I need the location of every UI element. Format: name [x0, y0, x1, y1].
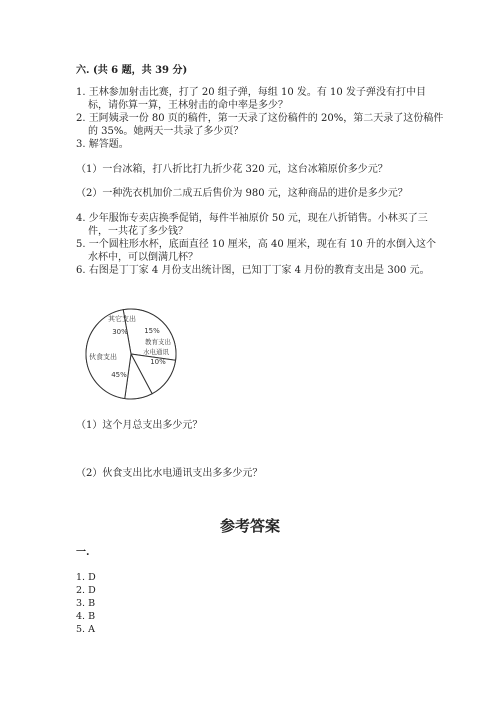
answer-item: 5. A	[76, 624, 95, 635]
answers-title: 参考答案	[219, 517, 280, 535]
question-3-part-1: （1）一台冰箱，打八折比打九折少花 320 元，这台冰箱原价多少元？	[76, 164, 388, 175]
pie-label-food: 伙食支出	[89, 353, 117, 361]
question-4-line-1: 4. 少年服饰专卖店换季促销，每件半袖原价 50 元，现在八折销售。小林买了三	[76, 213, 428, 224]
question-6: 6. 右图是丁丁家 4 月份支出统计图，已知丁丁家 4 月份的教育支出是 300 元。	[76, 265, 430, 276]
answer-item: 3. B	[76, 598, 96, 609]
question-6-part-1: （1）这个月总支出多少元？	[76, 420, 203, 431]
question-4-line-2: 件，一共花了多少钱？	[88, 226, 188, 237]
section-heading: 六. (共 6 题，共 39 分)	[76, 65, 188, 76]
pie-label-education: 教育支出	[145, 338, 171, 346]
question-1-line-1: 1. 王林参加射击比赛，打了 20 组子弹，每组 10 发。有 10 发子弹没有打中目	[76, 87, 426, 98]
pie-value-utilities: 10%	[150, 358, 166, 366]
answer-item: 1. D	[76, 572, 96, 583]
expense-pie-chart	[76, 304, 186, 404]
question-6-part-2: （2）伙食支出比水电通讯支出多多少元？	[76, 468, 263, 479]
answer-item: 4. B	[76, 611, 96, 622]
question-3: 3. 解答题。	[76, 139, 129, 150]
pie-label-utilities: 水电通讯	[143, 348, 169, 356]
question-5-line-1: 5. 一个圆柱形水杯，底面直径 10 厘米，高 40 厘米，现在有 10 升的水倒入这个	[76, 239, 436, 250]
question-5-line-2: 水杯中，可以倒满几杯？	[88, 252, 198, 263]
pie-value-food: 45%	[111, 371, 127, 379]
question-1-line-2: 标，请你算一算，王林射击的命中率是多少？	[88, 100, 288, 111]
question-2-line-2: 的 35%。她两天一共录了多少页？	[88, 126, 244, 137]
question-3-part-2: （2）一种洗衣机加价二成五后售价为 980 元，这种商品的进价是多少元？	[76, 188, 408, 199]
pie-label-other: 其它支出	[108, 315, 136, 323]
pie-value-other: 30%	[112, 328, 128, 336]
answers-section-heading: 一.	[76, 547, 90, 558]
answer-item: 2. D	[76, 585, 96, 596]
pie-value-education: 15%	[144, 327, 160, 335]
question-2-line-1: 2. 王阿姨录一份 80 页的稿件，第一天录了这份稿件的 20%，第二天录了这份稿件	[76, 113, 444, 124]
